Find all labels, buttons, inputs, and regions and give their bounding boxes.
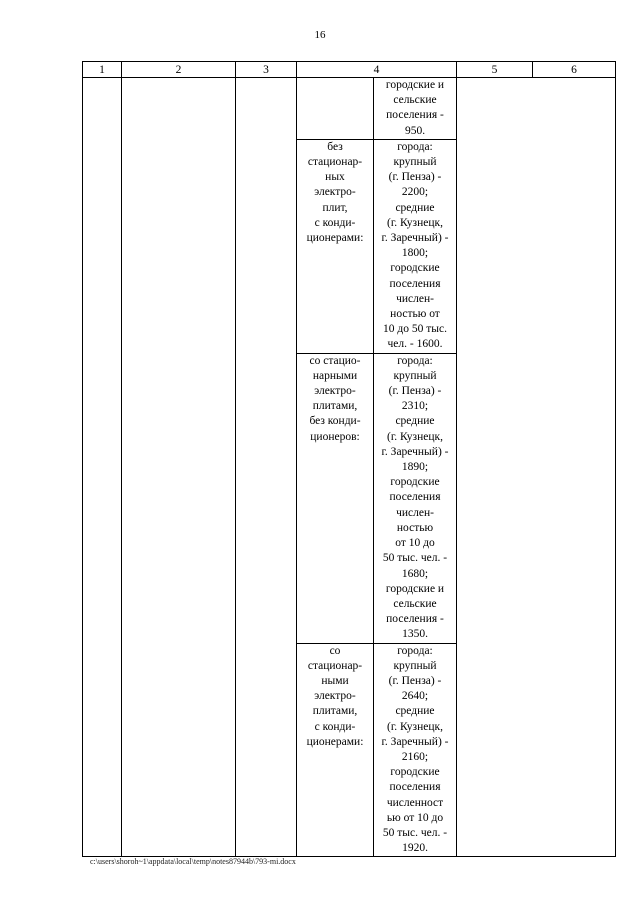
cell-text-line: г. Заречный) - (381, 232, 449, 245)
norms-cell (374, 643, 457, 857)
cell-text-line: г. Заречный) - (381, 735, 449, 748)
norms-cell (374, 78, 457, 140)
cell-text-line: ционерами: (306, 735, 364, 748)
cell-text-line: ционерами: (306, 232, 364, 245)
cell-text-line: средние (395, 201, 435, 214)
cell-text-line: 2640; (401, 690, 429, 703)
cell-text-line: плит, (322, 201, 348, 214)
cell-text-line: (г. Пенза) - (388, 674, 442, 687)
table-row (83, 78, 616, 140)
cell-text-line: средние (395, 705, 435, 718)
cell-text-line: со стацио- (309, 354, 361, 367)
page-number: 16 (314, 29, 326, 41)
cell-text-line: сельские (393, 597, 437, 610)
cell-text-line: численност (386, 796, 444, 809)
cell-text-line: (г. Кузнецк, (387, 720, 443, 733)
cell-text-line: стационар- (307, 659, 363, 672)
cell-text-line: от 10 до (395, 537, 435, 550)
cell-text-line: ционеров: (310, 430, 360, 443)
header-col-3: 3 (236, 62, 297, 78)
cell-text-line: 2160; (401, 750, 429, 763)
cell-text-line: 50 тыс. чел. - (382, 826, 448, 839)
cell-text-line: городские и (385, 582, 445, 595)
cell-text-line: (г. Пенза) - (388, 385, 442, 398)
cell-text-line: городские и (385, 79, 445, 91)
cell-text-line: сельские (393, 94, 437, 107)
cell-text-line: городские (390, 262, 440, 275)
header-col-4: 4 (297, 62, 457, 78)
header-row (83, 62, 616, 78)
cell-text-line: поселения - (386, 109, 444, 122)
cell-text-line: электро- (314, 690, 356, 703)
cell-text-line: 950. (404, 124, 426, 137)
file-path-footer: c:\users\shoroh~1\appdata\local\temp\notes87944b\793-mi.docx (90, 857, 296, 866)
cell-text-line: городские (390, 766, 440, 779)
category-cell (297, 353, 374, 643)
cell-text-line: городские (390, 476, 440, 489)
col-2-cell (122, 78, 236, 857)
cell-text-line: города: (397, 354, 433, 367)
header-col-2: 2 (122, 62, 236, 78)
header-col-6: 6 (533, 62, 616, 78)
norms-cell (374, 353, 457, 643)
col-1-cell (83, 78, 122, 857)
category-cell (297, 643, 374, 857)
cell-text-line: со (329, 644, 341, 657)
cell-text-line: числен- (396, 292, 434, 305)
cell-text-line: чел. - 1600. (387, 338, 443, 351)
cell-text-line: поселения (389, 781, 441, 794)
cell-text-line: ностью от (390, 308, 440, 321)
cell-text-line: города: (397, 140, 433, 153)
cell-text-line: без (327, 140, 343, 153)
cell-text-line: поселения - (386, 613, 444, 626)
cell-text-line: 1800; (401, 247, 429, 260)
header-col-1: 1 (83, 62, 122, 78)
cell-text-line: 1890; (401, 461, 429, 474)
cell-text-line: числен- (396, 506, 434, 519)
cell-text-line: ных (325, 171, 345, 184)
norms-cell (374, 139, 457, 353)
cell-text-line: (г. Кузнецк, (387, 430, 443, 443)
category-cell (297, 139, 374, 353)
cell-text-line: плитами, (312, 705, 358, 718)
cell-text-line: 1350. (402, 628, 428, 641)
cell-text-line: электро- (314, 385, 356, 398)
cell-text-line: ностью (396, 521, 434, 534)
norms-table (82, 61, 616, 857)
cell-text-line: стационар- (307, 156, 363, 169)
cell-text-line: 50 тыс. чел. - (382, 552, 448, 565)
cell-text-line: крупный (393, 156, 437, 169)
cell-text-line: с конди- (314, 216, 356, 229)
cell-text-line: электро- (314, 186, 356, 199)
cell-text-line: поселения (389, 491, 441, 504)
cell-text-line: ными (321, 674, 349, 687)
cell-text-line: города: (397, 644, 433, 657)
cell-text-line: 2310; (401, 400, 429, 413)
cell-text-line: крупный (393, 369, 437, 382)
cell-text-line: 1680; (401, 567, 429, 580)
col-3-cell (236, 78, 297, 857)
cell-text-line: 1920. (402, 842, 428, 855)
cell-text-line: (г. Кузнецк, (387, 216, 443, 229)
cell-text-line: 2200; (401, 186, 429, 199)
cell-text-line: нарными (312, 369, 358, 382)
cell-text-line: с конди- (314, 720, 356, 733)
cell-text-line: 10 до 50 тыс. (383, 323, 447, 336)
cell-text-line: поселения (389, 277, 441, 290)
category-cell (297, 78, 374, 140)
cell-text-line: средние (395, 415, 435, 428)
header-col-5: 5 (457, 62, 533, 78)
cell-text-line: крупный (393, 659, 437, 672)
col-5-6-cell (457, 78, 616, 857)
cell-text-line: ью от 10 до (386, 811, 444, 824)
cell-text-line: плитами, (312, 400, 358, 413)
cell-text-line: (г. Пенза) - (388, 171, 442, 184)
cell-text-line: без конди- (309, 415, 361, 428)
cell-text-line: г. Заречный) - (381, 445, 449, 458)
